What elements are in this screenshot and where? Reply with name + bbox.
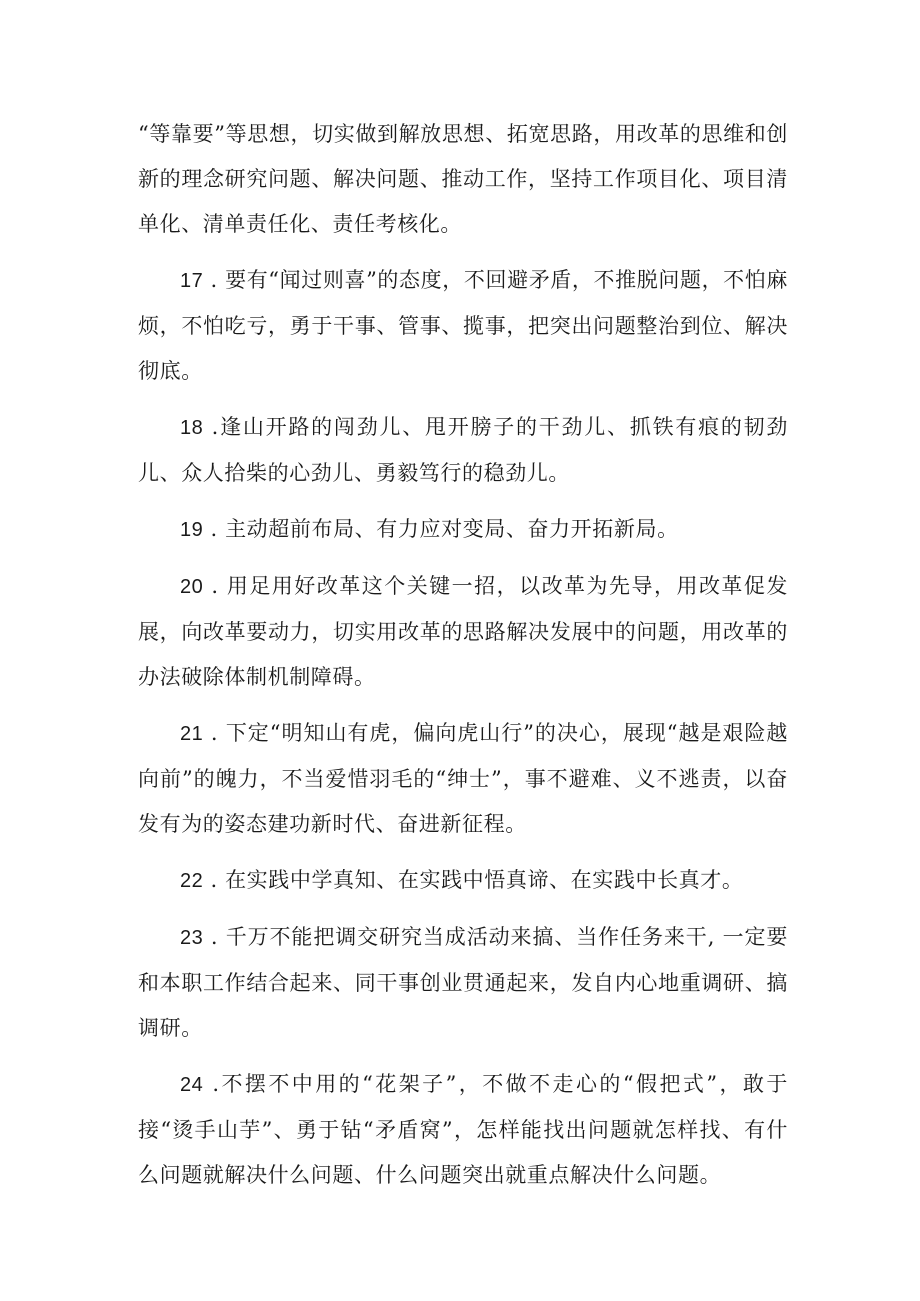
paragraph-number: 17	[180, 270, 204, 292]
paragraph-text: “等靠要”等思想，切实做到解放思想、拓宽思路，用改革的思维和创新的理念研究问题、解决问题、推动工作，坚持工作项目化、项目清单化、清单责任化、责任考核化。	[138, 122, 788, 236]
paragraph-21	[138, 711, 788, 847]
paragraph-18	[138, 405, 788, 496]
paragraph-text: . 在实践中学真知、在实践中悟真谛、在实践中长真才。	[203, 868, 744, 892]
paragraph-text: . 要有“闻过则喜”的态度，不回避矛盾，不推脱问题，不怕麻烦，不怕吃亏，勇于干事、管事、揽事，把突出问题整治到位、解决彻底。	[138, 268, 788, 383]
paragraph-text: . 用足用好改革这个关键一招，以改革为先导，用改革促发展，向改革要动力，切实用改革的思路解决发展中的问题，用改革的办法破除体制机制障碍。	[138, 574, 788, 689]
paragraph-number: 18	[180, 417, 204, 439]
paragraph-number: 24	[180, 1074, 204, 1096]
paragraph-23	[138, 915, 788, 1051]
paragraph-text: .不摆不中用的“花架子”，不做不走心的“假把式”，敢于接“烫手山芋”、勇于钻“矛盾窝”，怎样能找出问题就怎样找、有什么问题就解决什么问题、什么问题突出就重点解决什么问题。	[138, 1072, 788, 1187]
paragraph-22	[138, 858, 788, 904]
paragraph-24	[138, 1062, 788, 1198]
paragraph-number: 22	[180, 870, 204, 892]
paragraph-number: 20	[180, 576, 204, 598]
paragraph-text: .逢山开路的闯劲儿、甩开膀子的干劲儿、抓铁有痕的韧劲儿、众人拾柴的心劲儿、勇毅笃行的稳劲儿。	[138, 415, 788, 485]
paragraph-number: 19	[180, 519, 204, 541]
paragraph-text: . 千万不能把调交研究当成活动来搞、当作任务来干, 一定要和本职工作结合起来、同干事创业贯通起来，发自内心地重调研、搞调研。	[138, 925, 788, 1040]
paragraph-text: . 主动超前布局、有力应对变局、奋力开拓新局。	[203, 517, 679, 541]
document-body	[138, 112, 788, 1209]
paragraph-number: 23	[180, 927, 204, 949]
paragraph-number: 21	[180, 723, 204, 745]
paragraph-20	[138, 564, 788, 700]
paragraph-continued	[138, 112, 788, 247]
paragraph-17	[138, 258, 788, 394]
paragraph-19	[138, 507, 788, 553]
paragraph-text: . 下定“明知山有虎，偏向虎山行”的决心，展现“越是艰险越向前”的魄力，不当爱惜羽毛的“绅士”，事不避难、义不逃责，以奋发有为的姿态建功新时代、奋进新征程。	[138, 721, 788, 836]
